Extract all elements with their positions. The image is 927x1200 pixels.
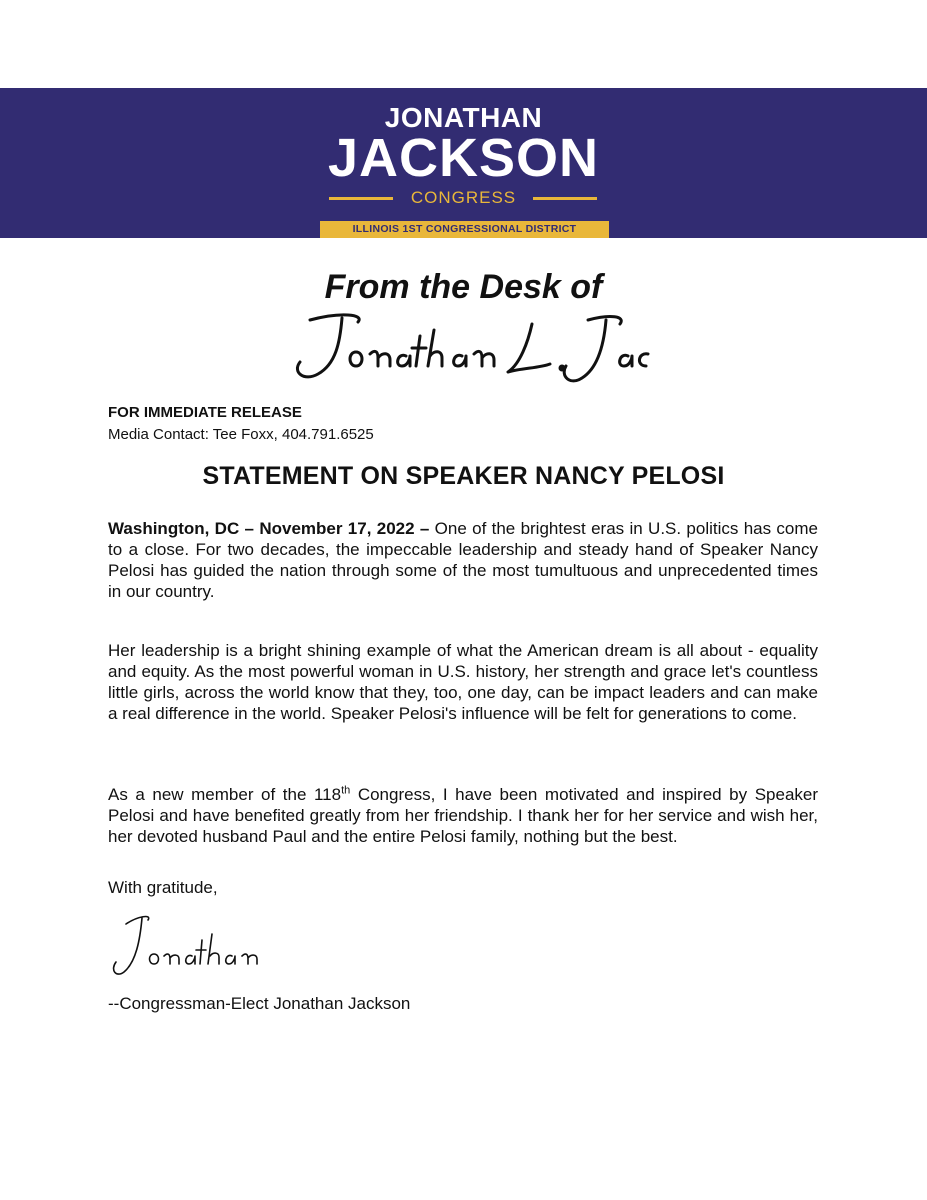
- signoff-line: --Congressman-Elect Jonathan Jackson: [108, 994, 411, 1013]
- paragraph-2: Her leadership is a bright shining example of what the American dream is all about - equality and equity. As the most powerful woman in U.S. history, her strength and grace let's countless little girls, across the world know that they, too, one day, can be impact leaders and can make a real difference in the world. Speaker Pelosi's influence will be felt for generations to come.: [108, 641, 818, 723]
- paragraph-1-text: One of the brightest eras in U.S. politics has come to a close. For two decades, the impeccable leadership and steady hand of Speaker Nancy Pelosi has guided the nation through some of the most tumultuous and unprecedented times in our country.: [108, 519, 819, 601]
- closing-salutation: With gratitude,: [108, 878, 218, 897]
- logo-last-name: JACKSON: [327, 128, 600, 188]
- paragraph-3-start: As a new member of the 118: [108, 785, 342, 804]
- closing-signature: [108, 910, 278, 980]
- paragraph-1: [108, 518, 818, 602]
- desk-signature: [270, 302, 670, 392]
- release-label: FOR IMMEDIATE RELEASE: [108, 404, 302, 421]
- media-contact: Media Contact: Tee Foxx, 404.791.6525: [108, 426, 374, 443]
- ordinal-suffix: th: [341, 784, 351, 797]
- desk-signature-icon: [270, 302, 670, 392]
- paragraph-3: [108, 784, 818, 847]
- signature-icon: [108, 910, 278, 980]
- desk-title: From the Desk of: [324, 268, 603, 306]
- dateline: Washington, DC – November 17, 2022 –: [108, 519, 430, 538]
- logo-subtitle: CONGRESS: [410, 188, 517, 207]
- logo-divider-right: [533, 197, 597, 200]
- statement-headline: STATEMENT ON SPEAKER NANCY PELOSI: [202, 462, 725, 490]
- district-bar: ILLINOIS 1ST CONGRESSIONAL DISTRICT: [320, 221, 609, 238]
- logo-first-name: JONATHAN: [384, 102, 543, 133]
- paragraph-3-rest: Congress, I have been motivated and inspired by Speaker Pelosi and have benefited greatly from her friendship. I thank her for her service and wish her, her devoted husband Paul and the entire Pelosi family, nothing but the best.: [108, 785, 819, 846]
- campaign-banner: [0, 88, 927, 238]
